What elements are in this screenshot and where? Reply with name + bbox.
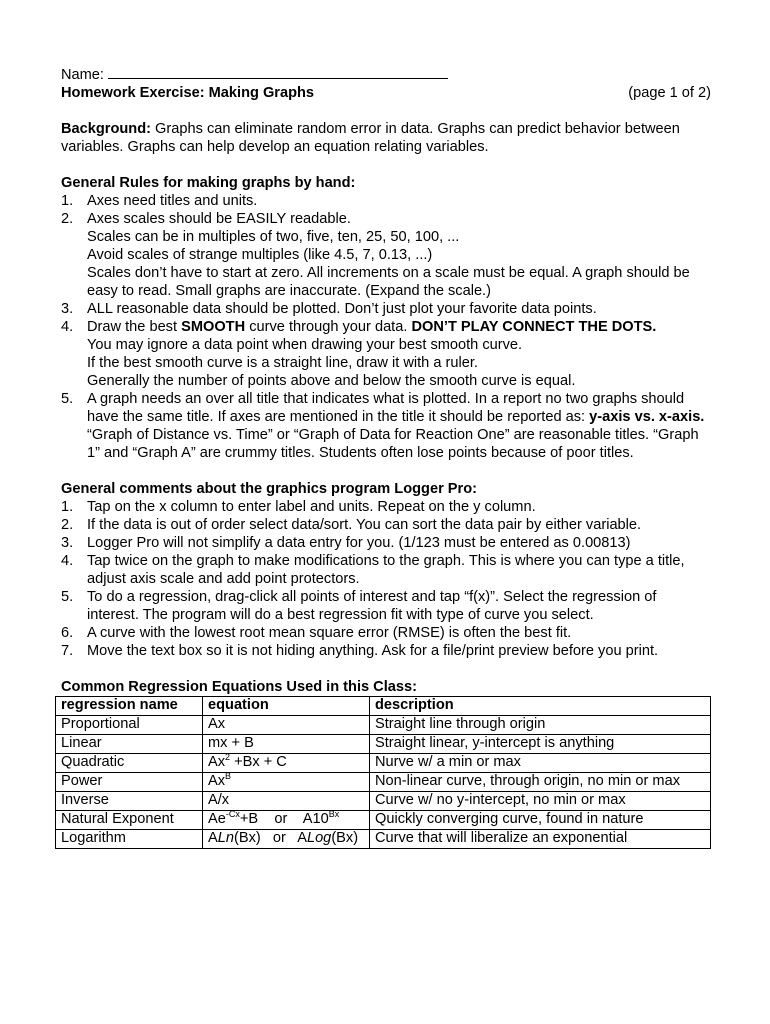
background-paragraph xyxy=(61,120,711,156)
rules-section xyxy=(61,174,711,462)
page-title: Homework Exercise: Making Graphs xyxy=(61,85,315,101)
list-item: 1. Tap on the x column to enter label and units. Repeat on the y column. xyxy=(61,499,536,515)
table-header-row: regression name equation description xyxy=(56,697,711,716)
list-item: 5. To do a regression, drag-click all points of interest and tap “f(x)”. Select the regression of interest. The program will do a best regression fit with type of curve you select. xyxy=(61,589,657,623)
regression-section xyxy=(61,678,711,849)
name-blank-line xyxy=(108,64,448,79)
table-row: Power $Ax^B$ Non-linear curve, through origin, no min or max xyxy=(56,773,711,792)
list-item: 7. Move the text box so it is not hiding anything. Ask for a file/print preview before you print. xyxy=(61,643,659,659)
list-item: 2. Axes scales should be EASILY readable. Scales can be in multiples of two, five, ten, 25, 50, 100, ... Avoid scales of strange multiples (like 4.5, 7, 0.13, ...) Scales don’t have to start at zero. All increments on a scale must be equal. A graph should be easy to read. Small graphs are inaccurate. (Expand the scale.) xyxy=(61,211,690,299)
list-item: 2. If the data is out of order select data/sort. You can sort the data pair by either variable. xyxy=(61,517,642,533)
list-item: 6. A curve with the lowest root mean square error (RMSE) is often the best fit. xyxy=(61,625,572,641)
rules-heading: General Rules for making graphs by hand: xyxy=(61,175,356,191)
table-row: Quadratic $Ax^2 +Bx + C$ Nurve w/ a min or max xyxy=(56,754,711,773)
list-item: 5. A graph needs an over all title that indicates what is plotted. In a report no two graphs should have the same title. If axes are mentioned in the title it should be reported as: y-axis vs. x-axis. “Graph of Distance vs. Time” or “Graph of Data for Reaction One” are reasonable titles. “Graph 1” and “Graph A” are crummy titles. Students often lose points because of poor titles. xyxy=(61,391,705,461)
name-row xyxy=(61,64,711,84)
worksheet-page xyxy=(61,64,711,849)
list-item: 1. Axes need titles and units. xyxy=(61,193,258,209)
logger-heading: General comments about the graphics program Logger Pro: xyxy=(61,481,477,497)
regression-heading: Common Regression Equations Used in this Class: xyxy=(61,679,417,695)
title-row xyxy=(61,84,711,102)
list-item: 4. Tap twice on the graph to make modifications to the graph. This is where you can type a title, adjust axis scale and add point protectors. xyxy=(61,553,685,587)
table-row: Logarithm ALn(Bx) or ALog(Bx) Curve that will liberalize an exponential xyxy=(56,830,711,849)
page-indicator: (page 1 of 2) xyxy=(628,85,711,101)
list-item: 3. Logger Pro will not simplify a data entry for you. (1/123 must be entered as 0.00813) xyxy=(61,535,631,551)
logger-section xyxy=(61,480,711,660)
regression-table xyxy=(55,696,711,849)
table-row: Inverse A/x Curve w/ no y-intercept, no min or max xyxy=(56,792,711,811)
table-row: Proportional Ax Straight line through origin xyxy=(56,716,711,735)
background-text: Graphs can eliminate random error in data. Graphs can predict behavior between variables. Graphs can help develop an equation relating variables. xyxy=(61,121,680,155)
list-item: 3. ALL reasonable data should be plotted. Don’t just plot your favorite data points. xyxy=(61,301,597,317)
background-label: Background: xyxy=(61,121,151,137)
table-row: Natural Exponent $Ae^{-Cx}+B$ or $A10^{Bx}$ Quickly converging curve, found in nature xyxy=(56,811,711,830)
table-row: Linear mx + B Straight linear, y-intercept is anything xyxy=(56,735,711,754)
list-item: 4. Draw the best SMOOTH curve through your data. DON’T PLAY CONNECT THE DOTS. You may ignore a data point when drawing your best smooth curve. If the best smooth curve is a straight line, draw it with a ruler. Generally the number of points above and below the smooth curve is equal. xyxy=(61,319,657,389)
name-label: Name: xyxy=(61,67,104,83)
